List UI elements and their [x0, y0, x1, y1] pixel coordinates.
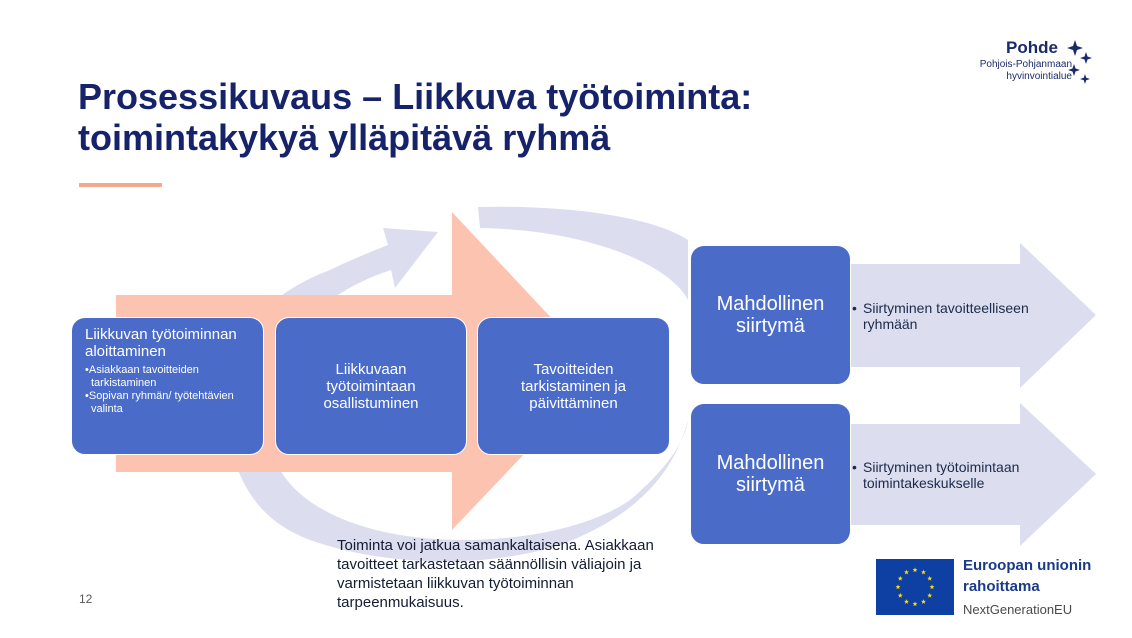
- slide-title: [78, 76, 978, 158]
- eu-star: [898, 593, 903, 598]
- transition-box-2: [690, 403, 851, 545]
- process-step-2: [275, 317, 467, 455]
- eu-star: [913, 601, 918, 606]
- eu-stars: [876, 559, 954, 615]
- transition-1-details: [852, 300, 1062, 332]
- slide-title-line2: toimintakykyä ylläpitävä ryhmä: [78, 117, 611, 158]
- eu-star: [913, 567, 918, 572]
- process-step-3-title: Tavoitteiden tarkistaminen ja päivittäminen: [520, 360, 627, 412]
- eu-star: [930, 584, 935, 589]
- funding-line2: rahoittama: [963, 578, 1040, 595]
- logo-subtitle-line2: hyvinvointialue: [1006, 71, 1072, 82]
- funding-line3: NextGenerationEU: [963, 602, 1073, 617]
- transition-1-label: Mahdollinen siirtymä: [716, 293, 825, 337]
- process-step-2-title: Liikkuvaan työtoimintaan osallistuminen: [323, 360, 419, 412]
- eu-star: [904, 599, 909, 604]
- process-step-1: [71, 317, 264, 455]
- eu-star: [921, 570, 926, 575]
- logo-subtitle-line1: Pohjois-Pohjanmaan: [979, 59, 1072, 70]
- eu-star: [898, 576, 903, 581]
- eu-star: [927, 593, 932, 598]
- sparkle-cluster-icon: [1066, 38, 1094, 88]
- logo-subtitle: [980, 59, 1072, 83]
- eu-star: [896, 584, 901, 589]
- eu-star: [921, 599, 926, 604]
- eu-flag-icon: [876, 559, 954, 615]
- eu-star: [904, 570, 909, 575]
- transition-2-detail: • Siirtyminen työtoimintaan toimintakeskukselle: [852, 459, 1067, 491]
- funding-line1: Euroopan unionin: [963, 557, 1092, 574]
- slide-title-line1: Prosessikuvaus – Liikkuva työtoiminta:: [78, 76, 753, 117]
- process-step-1-title: Liikkuvan työtoiminnan aloittaminen: [85, 326, 237, 360]
- process-step-1-bullets: [85, 364, 253, 416]
- continuation-note: Toiminta voi jatkua samankaltaisena. Asiakkaan tavoitteet tarkastetaan säännöllisin väliajoin ja varmistetaan liikkuvan työtoiminnan tarpeenmukaisuus.: [337, 537, 654, 611]
- transition-box-1: [690, 245, 851, 385]
- process-step-3: [477, 317, 670, 455]
- process-step-1-bullet: •Sopivan ryhmän/ työtehtävien valinta: [85, 390, 234, 415]
- title-accent-bar: [79, 183, 162, 187]
- logo-name: Pohde: [1006, 38, 1058, 57]
- page-number: 12: [79, 592, 93, 606]
- transition-2-details: [852, 459, 1067, 491]
- eu-star: [927, 576, 932, 581]
- transition-2-label: Mahdollinen siirtymä: [716, 452, 825, 496]
- process-step-1-bullet: •Asiakkaan tavoitteiden tarkistaminen: [85, 364, 199, 389]
- transition-1-detail: • Siirtyminen tavoitteelliseen ryhmään: [852, 300, 1062, 332]
